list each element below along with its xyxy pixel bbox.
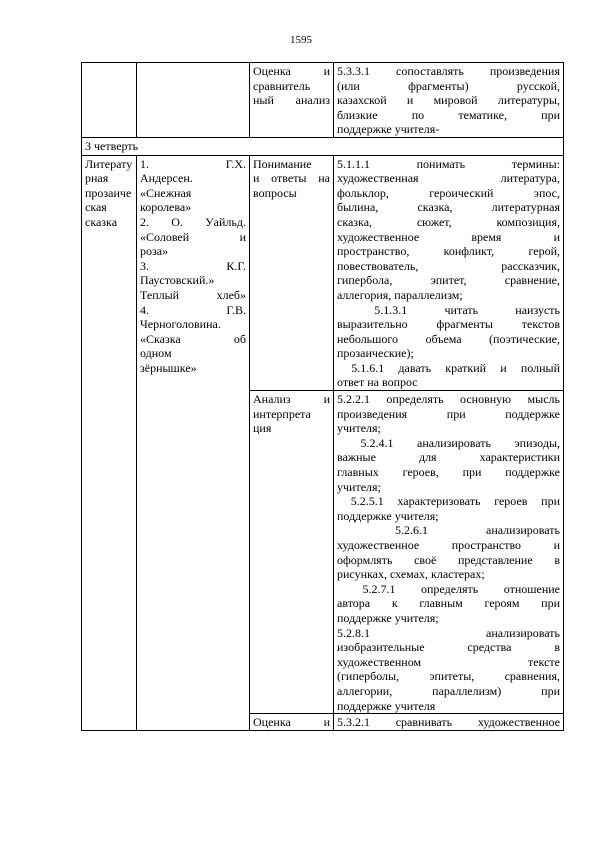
objective-line: фольклор, героический эпос, — [337, 185, 560, 200]
objective-item — [337, 361, 560, 390]
objective-line: изобразительные средства в — [337, 640, 560, 655]
objective-line: 5.2.5.1 характеризовать героев при — [337, 494, 561, 509]
cell-line: Понимание — [253, 156, 312, 171]
objective-item — [337, 494, 560, 523]
objective-line: 5.2.6.1 анализировать — [337, 523, 560, 538]
objective-line: произведения при поддержке — [337, 406, 560, 421]
objective-line: казахской и мировой литературы, — [337, 93, 560, 108]
work-line: Черноголовина. — [140, 317, 221, 332]
objective-line: художественное пространство и — [337, 538, 560, 552]
objectives-cell — [334, 155, 564, 391]
cell-line: Анализ и — [253, 392, 330, 407]
objective-line: повествователь, рассказчик, — [337, 258, 560, 273]
objective-item — [337, 523, 560, 581]
objective-line: (или фрагменты) русской, — [337, 78, 560, 93]
objective-line: 5.1.1.1 понимать термины: — [337, 156, 560, 171]
page-number: 1595 — [290, 34, 312, 46]
objective-item — [337, 303, 560, 361]
objective-line: главных героев, при поддержке — [337, 465, 560, 480]
theme-cell — [82, 63, 137, 138]
skill-cell — [250, 714, 334, 731]
objective-line: сказка, сюжет, композиция, — [337, 214, 560, 229]
objective-line: близкие по тематике, при — [337, 107, 560, 122]
quarter-label: 3 четверть — [82, 137, 564, 155]
cell-line: сказка — [85, 214, 118, 229]
work-line: 3. К.Г. — [140, 258, 246, 273]
cell-line: рная — [85, 171, 109, 186]
objective-item — [337, 157, 560, 303]
works-cell — [137, 155, 250, 730]
objective-line: художественное время и — [337, 229, 560, 244]
objective-item — [337, 626, 560, 714]
objectives-cell — [334, 63, 564, 138]
objective-line: былина, сказка, литературная — [337, 200, 560, 215]
objective-item — [337, 436, 560, 494]
work-line: 4. Г.В. — [140, 302, 246, 317]
objective-line: ответ на вопрос — [337, 375, 418, 390]
skill-cell — [250, 63, 334, 138]
skill-cell — [250, 155, 334, 391]
works-cell — [137, 63, 250, 138]
cell-line: ская — [85, 200, 107, 215]
objective-line: аллегории, параллелизм) при — [337, 683, 560, 698]
work-line: «Снежная — [140, 185, 192, 200]
table-row — [82, 155, 564, 391]
objective-line: 5.2.7.1 определять отношение — [337, 581, 560, 596]
work-line: одном — [140, 346, 172, 361]
work-line: роза» — [140, 244, 169, 259]
skill-cell — [250, 391, 334, 714]
theme-cell — [82, 155, 137, 730]
work-line: 2. О. Уайльд. — [140, 214, 246, 229]
cell-line: прозаиче — [85, 185, 132, 200]
cell-line: ный анализ — [253, 93, 330, 108]
objective-line: выразительно фрагменты текстов — [337, 317, 560, 332]
objective-line: важные для характеристики — [337, 450, 560, 465]
objective-line: художественном тексте — [337, 654, 560, 669]
objective-line: автора к главным героям при — [337, 596, 560, 611]
objectives-cell — [334, 391, 564, 714]
objective-line: поддержке учителя; — [337, 508, 439, 523]
work-line: королева» — [140, 200, 192, 215]
objective-line: рисунках, схемах, кластерах; — [337, 567, 485, 582]
objective-line: 5.1.6.1 давать краткий и полный — [337, 360, 561, 375]
cell-line: Литерату — [85, 156, 133, 171]
table-row — [82, 63, 564, 138]
cell-line: Оценка и — [253, 715, 330, 730]
objective-item — [337, 64, 560, 137]
objective-line: 5.2.8.1 анализировать — [337, 625, 560, 640]
objective-line: 5.3.3.1 сопоставлять произведения — [337, 64, 560, 78]
objective-line: 5.1.3.1 читать наизусть — [337, 302, 561, 317]
work-line: Теплый хлеб» — [140, 287, 246, 302]
work-line: Паустовский.» — [140, 273, 215, 288]
objective-line: гипербола, эпитет, сравнение, — [337, 273, 560, 288]
objective-line: аллегория, параллелизм; — [337, 287, 463, 302]
cell-line: интерпрета — [253, 406, 311, 421]
objective-line: учителя; — [337, 479, 381, 494]
objective-line: (гиперболы, эпитеты, сравнения, — [337, 669, 560, 684]
objective-line: художественная литература, — [337, 171, 560, 186]
work-line: «Соловей и — [140, 229, 246, 244]
work-line: зёрнышке» — [140, 360, 197, 375]
cell-line: ция — [253, 421, 272, 436]
cell-line: сравнитель — [253, 78, 311, 93]
objective-line: пространство, конфликт, герой, — [337, 244, 560, 259]
objective-line: поддержке учителя; — [337, 610, 439, 625]
curriculum-table — [81, 62, 564, 731]
cell-line: вопросы — [253, 185, 297, 200]
objectives-cell — [334, 714, 564, 731]
objective-line: небольшого объема (поэтические, — [337, 331, 560, 346]
objective-line: 5.2.4.1 анализировать эпизоды, — [337, 435, 561, 450]
objective-item — [337, 715, 560, 730]
objective-line: оформлять своё представление в — [337, 552, 560, 567]
objective-item — [337, 392, 560, 436]
quarter-row — [82, 137, 564, 155]
objective-item — [337, 582, 560, 626]
cell-line: и ответы на — [253, 171, 330, 186]
objective-line: 5.2.2.1 определять основную мысль — [337, 392, 560, 407]
work-line: Андерсен. — [140, 171, 193, 186]
objective-line: поддержке учителя- — [337, 122, 440, 137]
objective-line: прозаические); — [337, 346, 414, 361]
objective-line: учителя; — [337, 421, 381, 436]
cell-line: Оценка и — [253, 64, 330, 78]
objective-line: поддержке учителя — [337, 698, 436, 713]
work-line: «Сказка об — [140, 331, 246, 346]
objective-line: 5.3.2.1 сравнивать художественное — [337, 715, 560, 730]
work-line: 1. Г.Х. — [140, 156, 246, 171]
